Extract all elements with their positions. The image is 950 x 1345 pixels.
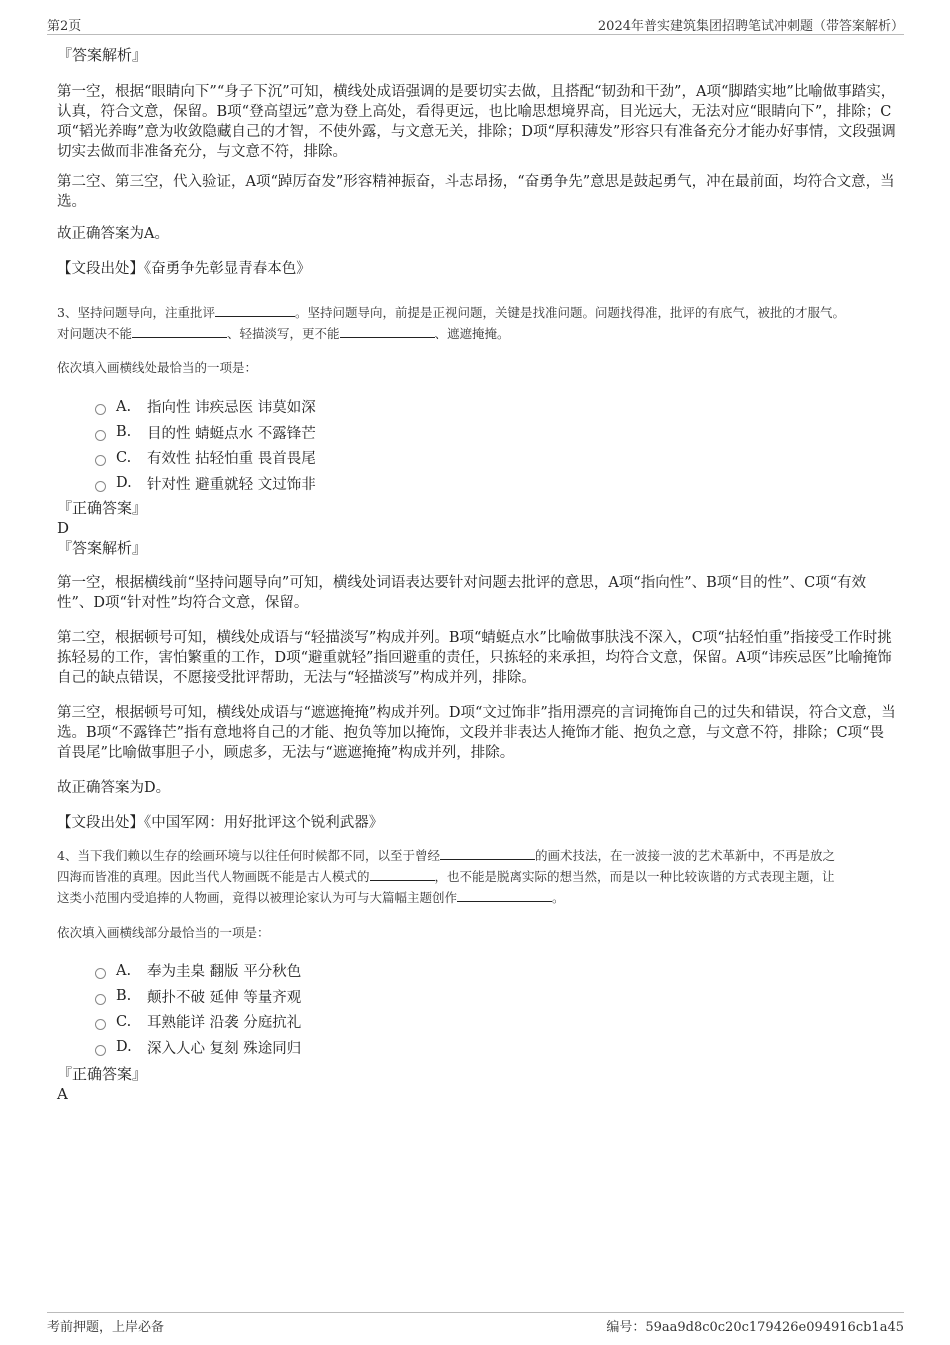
q3-answer-label: 『正确答案』 xyxy=(57,499,148,517)
document-body xyxy=(57,44,897,1104)
q4-option-c[interactable]: C. 耳熟能详 沿袭 分庭抗礼 xyxy=(95,1009,897,1035)
page-header xyxy=(47,14,904,35)
q4-option-d[interactable]: D. 深入人心 复刻 殊途同归 xyxy=(95,1035,897,1061)
q2-analysis-para1: 第一空，根据“眼睛向下”“身子下沉”可知，横线处成语强调的是要切实去做，且搭配“韧劲和干劲”，A项“脚踏实地”比喻做事踏实，认真，符合文意，保留。B项“登高望远”意为登上高处，看得更远，也比喻思想境界高，目光远大，无法对应“眼睛向下”，排除；C项“韬光养晦”意为收敛隐藏自己的才智，不使外露，与文意无关，排除；D项“厚积薄发”形容只有准备充分才能办好事情，文段强调切实去做而非准备充分，与文意不符，排除。 xyxy=(57,84,896,160)
q3-conclusion: 故正确答案为D。 xyxy=(57,780,171,796)
q4-answer: A xyxy=(57,1085,68,1103)
q4-answer-label: 『正确答案』 xyxy=(57,1065,148,1083)
q2-source: 【文段出处】《奋勇争先彰显青春本色》 xyxy=(57,261,311,277)
q3-options xyxy=(95,394,897,496)
radio-icon[interactable] xyxy=(95,968,106,979)
q3-blank-2 xyxy=(132,323,227,338)
radio-icon[interactable] xyxy=(95,994,106,1005)
q3-analysis-para2: 第二空，根据顿号可知，横线处成语与“轻描淡写”构成并列。B项“蜻蜓点水”比喻做事肤浅不深入，C项“拈轻怕重”指接受工作时挑拣轻易的工作，害怕繁重的工作，D项“避重就轻”指回避重的责任，只拣轻的来承担，均符合文意，保留。A项“讳疾忌医”比喻掩饰自己的缺点错误，不愿接受批评帮助，无法与“轻描淡写”构成并列，排除。 xyxy=(57,630,892,686)
q3-analysis-label: 『答案解析』 xyxy=(57,539,148,557)
q3-analysis-para3: 第三空，根据顿号可知，横线处成语与“遮遮掩掩”构成并列。D项“文过饰非”指用漂亮的言词掩饰自己的过失和错误，符合文意，当选。B项“不露锋芒”指有意地将自己的才能、抱负等加以掩饰，文段并非表达人掩饰才能、抱负之意，与文意不符，排除；C项“畏首畏尾”比喻做事胆子小，顾虑多，无法与“遮遮掩掩”构成并列，排除。 xyxy=(57,705,896,761)
radio-icon[interactable] xyxy=(95,481,106,492)
q3-option-c[interactable]: C. 有效性 拈轻怕重 畏首畏尾 xyxy=(95,445,897,471)
q3-blank-3 xyxy=(340,323,435,338)
radio-icon[interactable] xyxy=(95,1045,106,1056)
q3-option-b[interactable]: B. 目的性 蜻蜓点水 不露锋芒 xyxy=(95,420,897,446)
q4-stem: 4、当下我们赖以生存的绘画环境与以往任何时候都不同，以至于曾经 的画术技法，在一波接一波的艺术革新中，不再是放之 四海而皆准的真理。因此当代人物画既不能是古人模式的 ，也不能是脱离实际的想当然，而是以一种比较诙谐的方式表现主题，让 这类小范围内受追捧的人物画，竟得以被理论家认为可与大篇幅主题创作 。 xyxy=(57,845,897,908)
q3-stem: 3、坚持问题导向，注重批评 。坚持问题导向，前提是正视问题，关键是找准问题。问题找得准，批评的有底气，被批的才服气。 对问题决不能 、轻描淡写，更不能 、遮遮掩掩。 xyxy=(57,302,897,344)
q4-blank-2 xyxy=(370,866,435,881)
radio-icon[interactable] xyxy=(95,404,106,415)
q2-conclusion: 故正确答案为A。 xyxy=(57,226,169,242)
q4-blank-3 xyxy=(457,887,552,902)
q4-blank-1 xyxy=(440,845,535,860)
q3-prompt: 依次填入画横线处最恰当的一项是： xyxy=(57,360,258,375)
q4-prompt: 依次填入画横线部分最恰当的一项是： xyxy=(57,925,270,940)
q2-analysis-para2: 第二空、第三空，代入验证，A项“踔厉奋发”形容精神振奋，斗志昂扬，“奋勇争先”意思是鼓起勇气，冲在最前面，均符合文意，当选。 xyxy=(57,174,895,210)
q3-option-d[interactable]: D. 针对性 避重就轻 文过饰非 xyxy=(95,471,897,497)
q4-options xyxy=(95,958,897,1060)
q4-option-b[interactable]: B. 颠扑不破 延伸 等量齐观 xyxy=(95,984,897,1010)
radio-icon[interactable] xyxy=(95,1019,106,1030)
q3-option-a[interactable]: A. 指向性 讳疾忌医 讳莫如深 xyxy=(95,394,897,420)
q3-analysis-para1: 第一空，根据横线前“坚持问题导向”可知，横线处词语表达要针对问题去批评的意思，A项“指向性”、B项“目的性”、C项“有效性”、D项“针对性”均符合文意，保留。 xyxy=(57,575,867,611)
q3-answer: D xyxy=(57,519,70,537)
q3-blank-1 xyxy=(215,302,295,317)
q2-analysis-label: 『答案解析』 xyxy=(57,46,148,64)
page-footer xyxy=(47,1312,904,1339)
document-id: 编号：59aa9d8c0c20c179426e094916cb1a45 xyxy=(606,1320,904,1335)
q3-source: 【文段出处】《中国军网：用好批评这个锐利武器》 xyxy=(57,815,384,831)
radio-icon[interactable] xyxy=(95,455,106,466)
page-number: 第2页 xyxy=(47,19,82,34)
radio-icon[interactable] xyxy=(95,430,106,441)
q4-option-a[interactable]: A. 奉为圭臬 翻版 平分秋色 xyxy=(95,958,897,984)
document-title: 2024年普实建筑集团招聘笔试冲刺题（带答案解析） xyxy=(597,19,904,34)
footer-slogan: 考前押题，上岸必备 xyxy=(47,1320,165,1335)
